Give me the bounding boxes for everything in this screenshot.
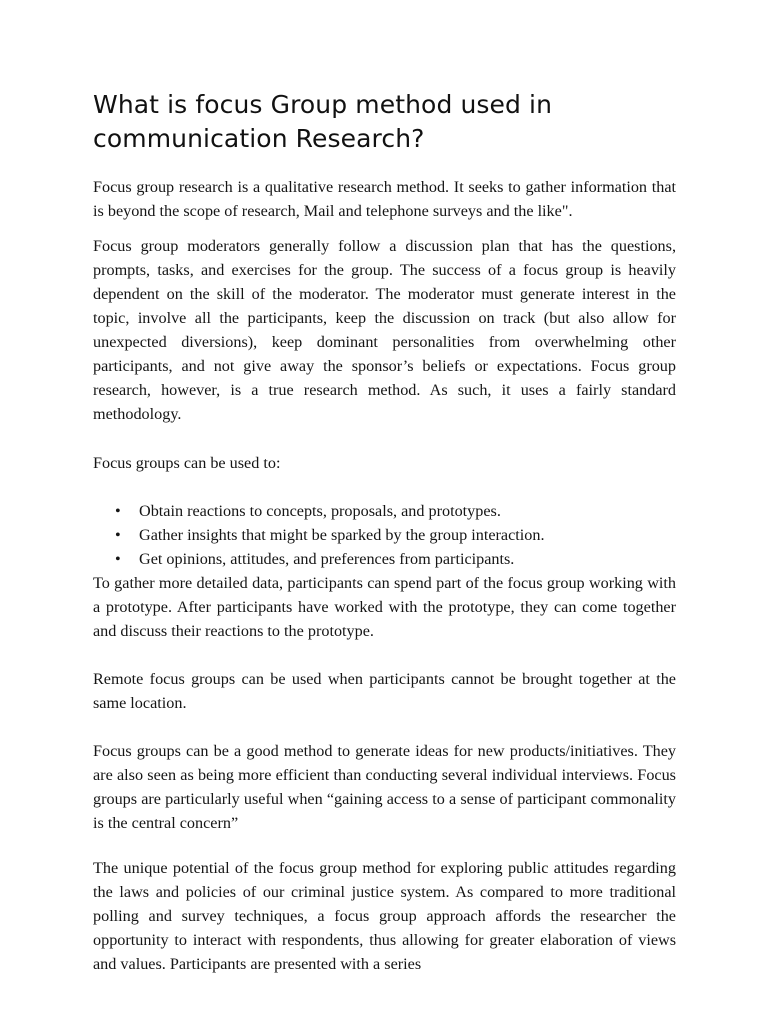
paragraph-intro: Focus group research is a qualitative research method. It seeks to gather information that is beyond the scope of research, Mail and telephone surveys and the like". [93,178,676,220]
paragraph-potential: The unique potential of the focus group method for exploring public attitudes regarding the laws and policies of our criminal justice system. As compared to more traditional polling and survey techniques, a focus group approach affords the researcher the opportunity to interact with respondents, thus allowing for greater elaboration of views and values. Participants are presented with a series [93,859,676,973]
bullet-icon: • [115,550,121,568]
list-item [115,547,676,571]
paragraph-remote: Remote focus groups can be used when participants cannot be brought together at the same location. [93,670,676,712]
list-item-text: Get opinions, attitudes, and preferences from participants. [139,550,515,568]
bullet-icon: • [115,526,121,544]
list-item-text: Obtain reactions to concepts, proposals, and prototypes. [139,502,501,520]
uses-list [93,499,676,571]
paragraph-moderators: Focus group moderators generally follow a discussion plan that has the questions, prompts, tasks, and exercises for the group. The success of a focus group is heavily dependent on the skill of the moderator. The moderator must generate interest in the topic, involve all the participants, keep the discussion on track (but also allow for unexpected diversions), keep dominant personalities from overwhelming other participants, and not give away the sponsor’s beliefs or expectations. Focus group research, however, is a true research method. As such, it uses a fairly standard methodology. [93,237,676,423]
bullet-icon: • [115,502,121,520]
paragraph-uses-intro: Focus groups can be used to: [93,454,281,472]
list-item-text: Gather insights that might be sparked by the group interaction. [139,526,545,544]
paragraph-ideas: Focus groups can be a good method to generate ideas for new products/initiatives. They are also seen as being more efficient than conducting several individual interviews. Focus groups are particularly useful when “gaining access to a sense of participant commonality is the central concern” [93,742,676,832]
paragraph-prototype: To gather more detailed data, participants can spend part of the focus group working with a prototype. After participants have worked with the prototype, they can come together and discuss their reactions to the prototype. [93,574,676,640]
document-body [93,88,676,976]
list-item [115,499,676,523]
list-item [115,523,676,547]
document-title: What is focus Group method used in communication Research? [93,90,553,153]
